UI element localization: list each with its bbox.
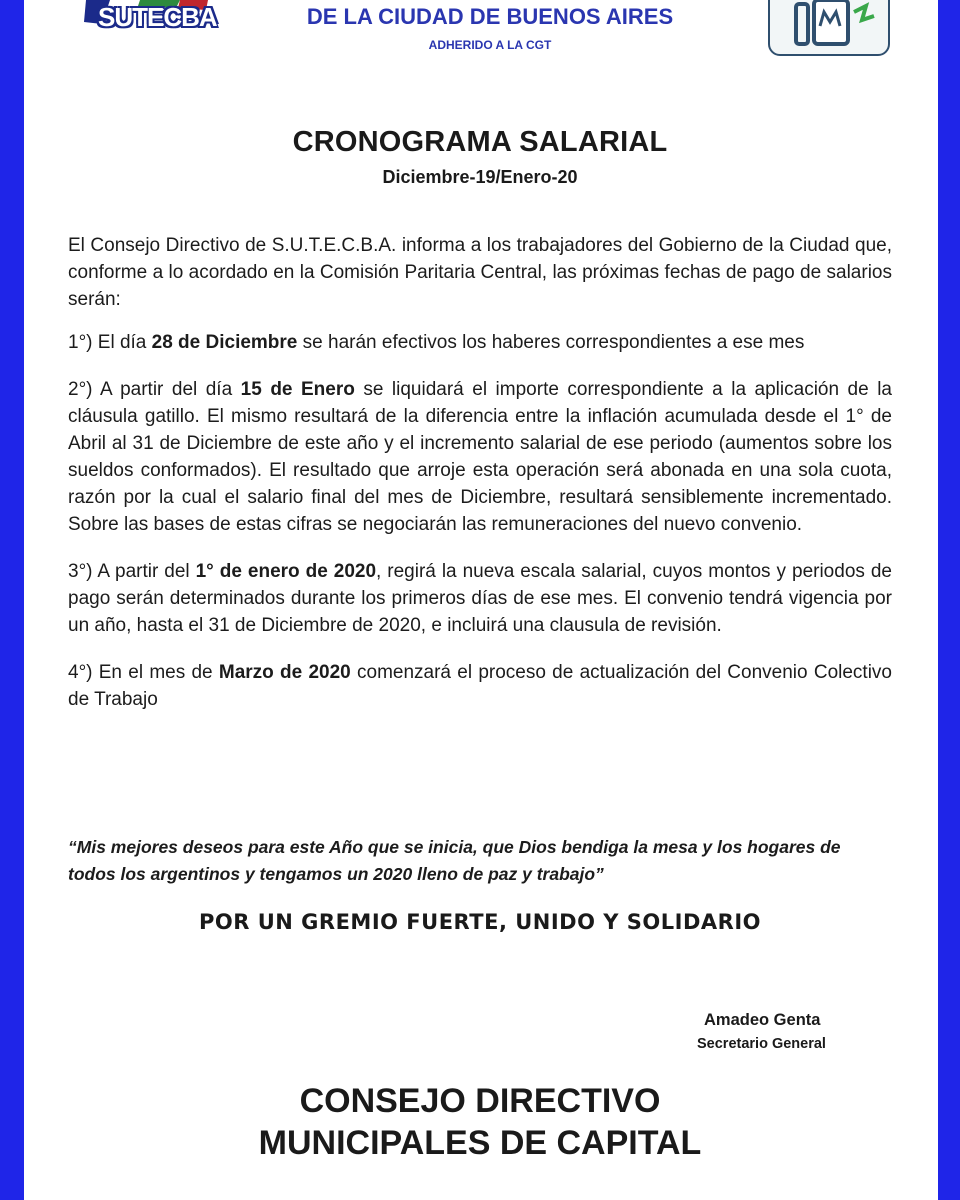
council-line-2: MUNICIPALES DE CAPITAL: [258, 1124, 702, 1162]
council-signature: [0, 1080, 960, 1164]
item-paragraph: 3°) A partir del 1° de enero de 2020, regirá la nueva escala salarial, cuyos montos y periodos de pago serán determinados durante los primeros días de ese mes. El convenio tendrá vigencia por un año, hasta el 31 de Diciembre de 2020, e incluirá una clausula de revisión.: [68, 561, 892, 636]
document-period: Diciembre-19/Enero-20: [382, 167, 578, 187]
item-paragraph: 2°) A partir del día 15 de Enero se liquidará el importe correspondiente a la aplicación de la cláusula gatillo. El mismo resultará de la diferencia entre la inflación acumulada desde el 1° de Abril al 31 de Diciembre de este año y el incremento salarial de ese periodo (aumentos sobre los sueldos conformados). El resultado que arroje esta operación será abonada en una sola cuota, razón por la cual el salario final del mes de Diciembre, resultará sensiblemente incrementado. Sobre las bases de estas cifras se negociarán las remuneraciones del nuevo convenio.: [68, 379, 892, 535]
municipales-logo-icon: [770, 0, 888, 54]
signer-name: Amadeo Genta: [704, 1011, 821, 1029]
union-motto: POR UN GREMIO FUERTE, UNIDO Y SOLIDARIO: [199, 910, 761, 934]
signer-role: Secretario General: [697, 1036, 826, 1052]
intro-paragraph: El Consejo Directivo de S.U.T.E.C.B.A. informa a los trabajadores del Gobierno de la Ciudad que, conforme a lo acordado en la Comisión Paritaria Central, las próximas fechas de pago de salarios serán:: [68, 235, 892, 310]
union-name-heading: DE LA CIUDAD DE BUENOS AIRES: [306, 4, 674, 29]
council-line-1: CONSEJO DIRECTIVO: [299, 1082, 661, 1120]
item-paragraph: 1°) El día 28 de Diciembre se harán efectivos los haberes correspondientes a ese mes: [68, 332, 805, 353]
sutecba-logo-text: SUTECBA: [98, 2, 217, 32]
item-paragraph: 4°) En el mes de Marzo de 2020 comenzará el proceso de actualización del Convenio Colectivo de Trabajo: [68, 662, 892, 710]
document-title: CRONOGRAMA SALARIAL: [292, 126, 668, 158]
closing-quote: “Mis mejores deseos para este Año que se inicia, que Dios bendiga la mesa y los hogares de todos los argentinos y tengamos un 2020 lleno de paz y trabajo”: [68, 837, 841, 884]
sutecba-logo: [80, 0, 222, 40]
document-body: [68, 232, 892, 729]
union-affiliation: ADHERIDO A LA CGT: [428, 38, 552, 52]
municipales-logo: [768, 0, 890, 56]
